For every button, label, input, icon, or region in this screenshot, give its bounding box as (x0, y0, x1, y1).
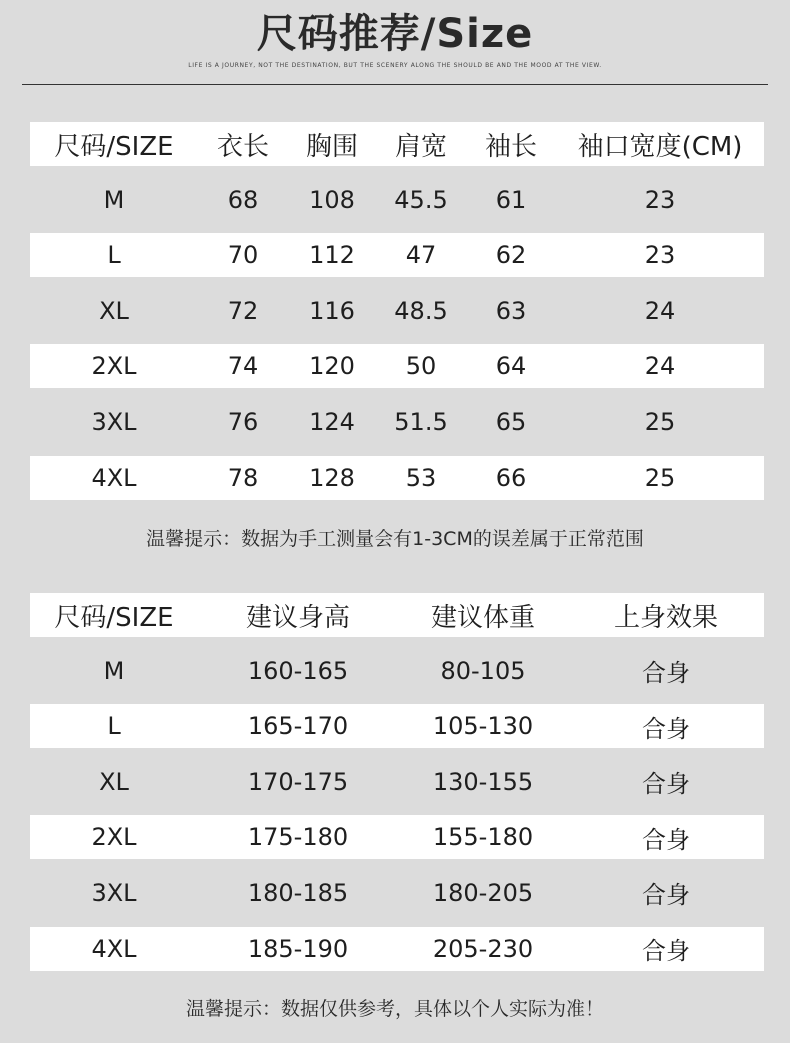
table-cell: 48.5 (394, 296, 448, 325)
table-cell: 80-105 (440, 656, 526, 685)
table-cell: 180-185 (247, 878, 349, 907)
table-cell: 25 (644, 463, 676, 492)
table-cell: M (103, 185, 125, 214)
table-row (30, 344, 764, 388)
table-row (30, 760, 764, 804)
table-cell: 65 (495, 407, 527, 436)
table-cell: 23 (644, 241, 676, 270)
table-cell: 68 (227, 185, 259, 214)
fit-table (30, 593, 764, 982)
table-cell: 72 (227, 296, 259, 325)
table-cell: XL (99, 767, 129, 796)
table-cell: 165-170 (247, 712, 349, 741)
header-cell: 尺码/SIZE (54, 131, 174, 162)
table-cell: 3XL (91, 407, 137, 436)
table-cell: 47 (405, 241, 437, 270)
table-cell: 4XL (91, 463, 137, 492)
table-cell: 合身 (642, 937, 690, 966)
table-cell: 63 (495, 296, 527, 325)
table-cell: 78 (227, 463, 259, 492)
table-row (30, 815, 764, 859)
table-cell: 53 (405, 463, 437, 492)
table-cell: 74 (227, 352, 259, 381)
table-cell: 180-205 (432, 878, 534, 907)
table-cell: 108 (309, 185, 355, 214)
table-cell: 185-190 (247, 934, 349, 963)
table-cell: 合身 (642, 659, 690, 688)
header-cell: 尺码/SIZE (54, 602, 174, 633)
table-cell: 2XL (91, 352, 137, 381)
table-cell: 24 (644, 352, 676, 381)
table-cell: 62 (495, 241, 527, 270)
table-cell: L (107, 241, 121, 270)
table-header-row (30, 593, 764, 637)
table-cell: 124 (309, 407, 355, 436)
page-title: 尺码推荐/Size (256, 11, 534, 57)
table-cell: M (103, 656, 125, 685)
table-cell: 120 (309, 352, 355, 381)
header-cell: 袖口宽度(CM) (577, 131, 743, 162)
table-row (30, 289, 764, 333)
fit-note: 温馨提示：数据仅供参考，具体以个人实际为准！ (185, 998, 604, 1020)
table-cell: XL (99, 296, 129, 325)
table-cell: 4XL (91, 934, 137, 963)
table-cell: 160-165 (247, 656, 349, 685)
table-cell: 合身 (642, 825, 690, 854)
table-cell: 70 (227, 241, 259, 270)
divider (22, 84, 768, 85)
table-row (30, 927, 764, 971)
table-cell: 175-180 (247, 823, 349, 852)
table-cell: 64 (495, 352, 527, 381)
header-cell: 上身效果 (613, 602, 718, 633)
table-cell: 2XL (91, 823, 137, 852)
header-cell: 肩宽 (394, 131, 447, 162)
table-cell: 25 (644, 407, 676, 436)
table-cell: 116 (309, 296, 355, 325)
table-header-row (30, 122, 764, 166)
measurement-note: 温馨提示：数据为手工测量会有1-3CM的误差属于正常范围 (146, 528, 644, 550)
table-row (30, 456, 764, 500)
table-cell: 合身 (642, 881, 690, 910)
table-cell: 155-180 (432, 823, 534, 852)
table-row (30, 704, 764, 748)
table-row (30, 400, 764, 444)
table-cell: 112 (309, 241, 355, 270)
table-cell: 130-155 (432, 767, 534, 796)
table-row (30, 649, 764, 693)
table-cell: 3XL (91, 878, 137, 907)
header-cell: 建议体重 (430, 602, 535, 633)
table-row (30, 871, 764, 915)
header-cell: 胸围 (305, 131, 358, 162)
table-cell: 170-175 (247, 767, 349, 796)
table-cell: 23 (644, 185, 676, 214)
table-row (30, 178, 764, 222)
table-row (30, 233, 764, 277)
table-cell: 50 (405, 352, 437, 381)
table-cell: 66 (495, 463, 527, 492)
table-cell: 24 (644, 296, 676, 325)
table-cell: L (107, 712, 121, 741)
tagline: LIFE IS A JOURNEY, NOT THE DESTINATION, BUT THE SCENERY ALONG THE SHOULD BE AND THE MOOD AT THE VIEW. (188, 62, 602, 69)
table-cell: 合身 (642, 770, 690, 799)
header-cell: 建议身高 (245, 602, 350, 633)
table-cell: 105-130 (432, 712, 534, 741)
table-cell: 128 (309, 463, 355, 492)
header-cell: 袖长 (484, 131, 537, 162)
table-cell: 205-230 (432, 934, 534, 963)
table-cell: 51.5 (394, 407, 448, 436)
measurement-table (30, 122, 764, 511)
table-cell: 76 (227, 407, 259, 436)
header-cell: 衣长 (216, 131, 269, 162)
table-cell: 61 (495, 185, 527, 214)
table-cell: 45.5 (394, 185, 448, 214)
table-cell: 合身 (642, 714, 690, 743)
